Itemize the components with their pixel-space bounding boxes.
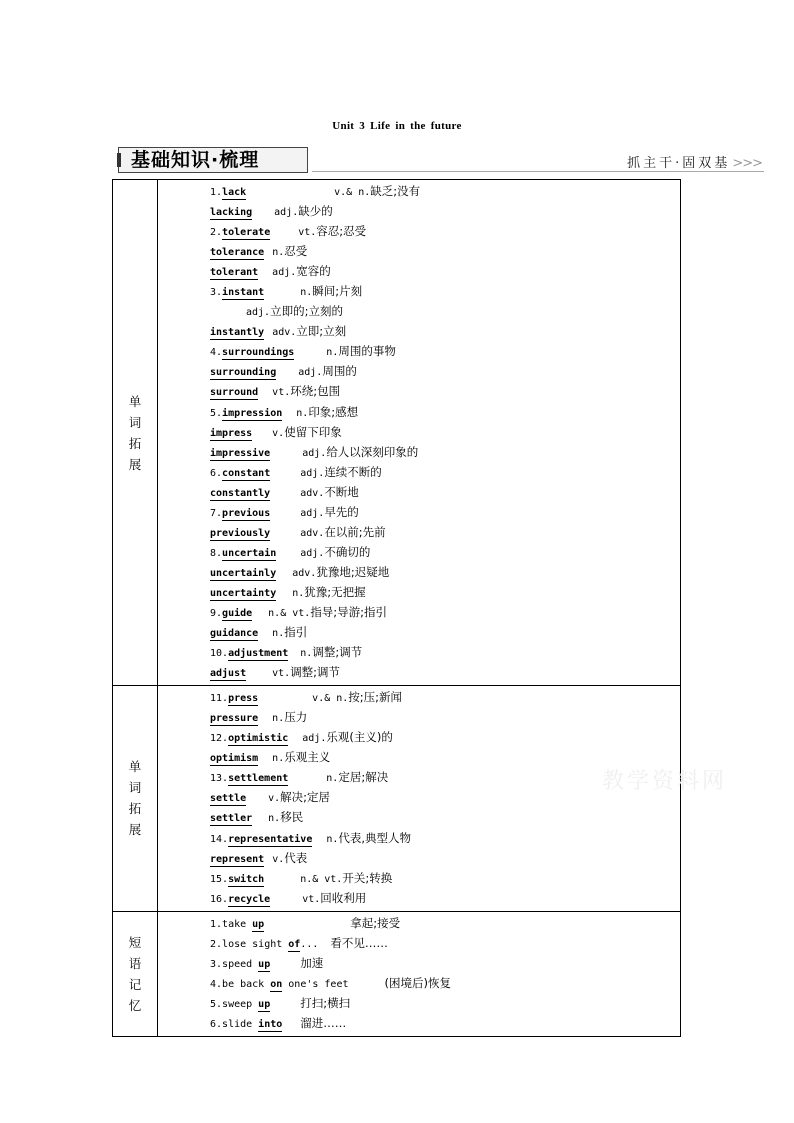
part-of-speech: n.& vt. (300, 873, 343, 885)
chinese-meaning: 立即;立刻 (296, 324, 347, 339)
entry-number: 1. (210, 187, 223, 198)
entry-line (210, 707, 680, 727)
banner-rule (312, 171, 764, 172)
part-of-speech: adj. (274, 207, 299, 219)
entry-line (210, 261, 680, 281)
category-char: 忆 (128, 997, 142, 1013)
part-of-speech: adj. (300, 547, 325, 559)
category-char: 单 (128, 393, 142, 409)
chinese-meaning: 打扫;横扫 (300, 995, 351, 1010)
entry-line (210, 321, 680, 341)
category-char: 展 (128, 822, 142, 838)
phrase-text: speed (222, 958, 259, 970)
entry-line (210, 913, 680, 933)
entry-number: 3. (210, 287, 223, 299)
answer-word: instantly (210, 327, 265, 339)
entry-number: 2. (210, 938, 223, 950)
entry-line (210, 582, 680, 602)
part-of-speech: adj. (302, 733, 327, 745)
answer-word: into (258, 1018, 283, 1030)
entry-number: 9. (210, 607, 223, 619)
answer-word: optimistic (228, 733, 289, 745)
answer-word: lacking (210, 207, 253, 219)
chinese-meaning: 按;压;新闻 (348, 690, 403, 705)
entry-number: 8. (210, 547, 223, 559)
answer-word: recycle (228, 893, 271, 905)
part-of-speech: n. (296, 407, 309, 419)
chinese-meaning: 乐观主义 (284, 750, 331, 765)
chinese-meaning: 解决;定居 (280, 790, 331, 805)
chinese-meaning: 周围的 (322, 364, 357, 379)
part-of-speech: v.& n. (312, 693, 349, 705)
answer-word: settlement (228, 773, 289, 785)
entry-line (210, 602, 680, 622)
vocabulary-table-body (113, 180, 681, 1037)
entry-number: 10. (210, 648, 229, 660)
entry-line (210, 502, 680, 522)
unit-title: Unit 3 Life in the future (332, 120, 462, 132)
part-of-speech: v. (272, 853, 285, 865)
answer-word: constant (222, 467, 271, 479)
part-of-speech: n.& vt. (268, 607, 311, 619)
entry-number: 4. (210, 978, 223, 990)
entry-line (210, 241, 680, 261)
banner-title-box (118, 147, 308, 173)
answer-word: surroundings (222, 347, 295, 359)
chinese-meaning: 代表 (284, 850, 308, 865)
part-of-speech: adv. (300, 527, 325, 539)
part-of-speech: n. (272, 247, 285, 259)
answer-word: pressure (210, 713, 259, 725)
chinese-meaning: 溜进…… (300, 1015, 347, 1030)
answer-word: adjustment (228, 648, 289, 660)
entry-line (210, 201, 680, 221)
part-of-speech: adv. (300, 487, 325, 499)
chevrons-right-icon: >>> (732, 156, 762, 171)
entry-line (210, 953, 680, 973)
chinese-meaning: 缺少的 (298, 204, 333, 219)
part-of-speech: adj. (272, 267, 297, 279)
entry-line (210, 727, 680, 747)
category-char: 语 (128, 955, 142, 971)
entry-line (210, 522, 680, 542)
section-content (158, 180, 681, 686)
part-of-speech: v. (272, 427, 285, 439)
part-of-speech: adj. (300, 467, 325, 479)
part-of-speech: adv. (292, 567, 317, 579)
entry-line (210, 622, 680, 642)
chinese-meaning: 印象;感想 (308, 404, 359, 419)
part-of-speech: n. (268, 813, 281, 825)
answer-word: guidance (210, 628, 259, 640)
entry-number: 1. (210, 918, 223, 930)
answer-word: settle (210, 793, 247, 805)
chinese-meaning: 周围的事物 (338, 344, 396, 359)
chinese-meaning: 加速 (300, 955, 324, 970)
answer-word: tolerance (210, 247, 265, 259)
answer-word: tolerate (222, 227, 271, 239)
answer-word: up (258, 998, 271, 1010)
part-of-speech: adj. (300, 507, 325, 519)
answer-word: optimism (210, 753, 259, 765)
entry-number: 6. (210, 467, 223, 479)
answer-word: uncertain (222, 547, 277, 559)
answer-word: uncertainty (210, 587, 277, 599)
section-category (113, 686, 158, 912)
vocabulary-table (112, 179, 681, 1037)
entry-number: 12. (210, 733, 229, 745)
section-category (113, 180, 158, 686)
chinese-meaning: 忍受 (284, 244, 308, 259)
entry-number: 16. (210, 893, 229, 905)
part-of-speech: adj. (298, 367, 323, 379)
answer-word: instant (222, 287, 265, 299)
entry-line (210, 482, 680, 502)
answer-word: press (228, 693, 259, 705)
part-of-speech: v. (268, 793, 281, 805)
banner-title: 基础知识·梳理 (131, 149, 260, 171)
entry-number: 2. (210, 227, 223, 239)
answer-word: up (252, 918, 265, 930)
part-of-speech: n. (292, 587, 305, 599)
answer-word: switch (228, 873, 265, 885)
entry-number: 15. (210, 873, 229, 885)
entry-line (210, 933, 680, 953)
part-of-speech: v.& n. (334, 187, 371, 198)
chinese-meaning: 压力 (284, 710, 308, 725)
chinese-meaning: 回收利用 (320, 890, 367, 905)
entry-line (210, 642, 680, 662)
category-char: 短 (128, 934, 142, 950)
category-char: 单 (128, 759, 142, 775)
phrase-text: lose sight (222, 938, 289, 950)
phrase-text: one's feet (282, 978, 349, 990)
entry-line (210, 807, 680, 827)
part-of-speech: n. (272, 713, 285, 725)
phrase-text: ... (300, 938, 319, 950)
entry-line (210, 442, 680, 462)
phrase-text: sweep (222, 998, 259, 1010)
chinese-meaning: 犹豫;无把握 (304, 584, 366, 599)
chinese-meaning: 瞬间;片刻 (312, 284, 363, 299)
entry-line (210, 402, 680, 422)
category-char: 词 (128, 414, 142, 430)
chinese-meaning: 容忍;忍受 (316, 224, 367, 239)
part-of-speech: n. (272, 753, 285, 765)
part-of-speech: adv. (272, 327, 297, 339)
entry-number: 4. (210, 347, 223, 359)
watermark: 教学资料网 (602, 769, 728, 794)
entry-line (210, 993, 680, 1013)
answer-word: guide (222, 607, 253, 619)
chinese-meaning: 早先的 (324, 504, 359, 519)
chinese-meaning: 乐观(主义)的 (326, 730, 393, 745)
part-of-speech: n. (326, 773, 339, 785)
answer-word: representative (228, 833, 313, 845)
answer-word: adjust (210, 668, 247, 680)
section-row (113, 686, 681, 912)
answer-word: impressive (210, 447, 271, 459)
entry-line (210, 221, 680, 241)
part-of-speech: adj. (246, 307, 271, 319)
chinese-meaning: 在以前;先前 (324, 524, 386, 539)
entry-line (210, 381, 680, 401)
section-category (113, 911, 158, 1036)
entry-line (210, 868, 680, 888)
answer-word: previously (210, 527, 271, 539)
part-of-speech: vt. (272, 668, 291, 680)
category-char: 拓 (128, 801, 142, 817)
chinese-meaning: 犹豫地;迟疑地 (316, 564, 390, 579)
answer-word: tolerant (210, 267, 259, 279)
chinese-meaning: 给人以深刻印象的 (326, 444, 419, 459)
chinese-meaning: 移民 (280, 810, 304, 825)
part-of-speech: n. (300, 648, 313, 660)
part-of-speech: vt. (272, 387, 291, 399)
part-of-speech: adj. (302, 447, 327, 459)
entry-number: 7. (210, 507, 223, 519)
chinese-meaning: 缺乏;没有 (370, 184, 421, 198)
answer-word: constantly (210, 487, 271, 499)
category-char: 词 (128, 780, 142, 796)
answer-word: lack (222, 187, 247, 198)
chinese-meaning: 使留下印象 (284, 424, 342, 439)
chinese-meaning: 指导;导游;指引 (310, 604, 388, 619)
entry-line (210, 662, 680, 682)
entry-line (210, 462, 680, 482)
part-of-speech: vt. (302, 893, 321, 905)
entry-number: 3. (210, 958, 223, 970)
chinese-meaning: 拿起;接受 (350, 915, 401, 930)
answer-word: impression (222, 407, 283, 419)
entry-line (210, 542, 680, 562)
section-banner (116, 146, 764, 174)
part-of-speech: n. (326, 347, 339, 359)
chinese-meaning: 不确切的 (324, 544, 371, 559)
section-content (158, 911, 681, 1036)
phrase-text: slide (222, 1018, 259, 1030)
answer-word: impress (210, 427, 253, 439)
entry-line (210, 562, 680, 582)
entry-line (210, 281, 680, 301)
banner-subtitle (627, 152, 762, 171)
chinese-meaning: 连续不断的 (324, 464, 382, 479)
chinese-meaning: 指引 (284, 625, 308, 640)
chinese-meaning: 代表,典型人物 (338, 830, 412, 845)
entry-line (210, 888, 680, 908)
section-row (113, 911, 681, 1036)
category-char: 展 (128, 456, 142, 472)
answer-word: of (288, 938, 301, 950)
section-row (113, 180, 681, 686)
answer-word: surrounding (210, 367, 277, 379)
part-of-speech: n. (272, 628, 285, 640)
entry-number: 6. (210, 1018, 223, 1030)
entry-number: 5. (210, 407, 223, 419)
entry-line (210, 422, 680, 442)
entry-line (210, 973, 680, 993)
chinese-meaning: (困境后)恢复 (384, 975, 451, 990)
answer-word: represent (210, 853, 265, 865)
chinese-meaning: 调整;调节 (312, 645, 363, 660)
answer-word: previous (222, 507, 271, 519)
entry-number: 11. (210, 693, 229, 705)
answer-word: settler (210, 813, 253, 825)
entry-line (210, 341, 680, 361)
entry-line (210, 848, 680, 868)
phrase-text: be back (222, 978, 271, 990)
chinese-meaning: 定居;解决 (338, 770, 389, 785)
chinese-meaning: 不断地 (324, 484, 359, 499)
entry-line (210, 687, 680, 707)
answer-word: on (270, 978, 283, 990)
part-of-speech: vt. (298, 227, 317, 239)
banner-subtitle-text: 抓主干·固双基 (627, 156, 731, 171)
chinese-meaning: 调整;调节 (290, 665, 341, 680)
entry-line (210, 828, 680, 848)
category-char: 记 (128, 976, 142, 992)
part-of-speech: n. (300, 287, 313, 299)
answer-word: surround (210, 387, 259, 399)
entry-line (210, 181, 680, 201)
chinese-meaning: 环绕;包围 (290, 384, 341, 399)
chinese-meaning: 开关;转换 (342, 870, 393, 885)
part-of-speech: n. (326, 833, 339, 845)
answer-word: up (258, 958, 271, 970)
entry-number: 13. (210, 773, 229, 785)
entry-number: 14. (210, 833, 229, 845)
category-char: 拓 (128, 435, 142, 451)
chinese-meaning: 看不见…… (330, 935, 388, 950)
answer-word: uncertainly (210, 567, 277, 579)
section-content (158, 686, 681, 912)
entry-line (210, 301, 680, 321)
chinese-meaning: 宽容的 (296, 264, 331, 279)
chinese-meaning: 立即的;立刻的 (270, 304, 343, 319)
phrase-text: take (222, 918, 253, 930)
entry-line (210, 1013, 680, 1033)
entry-number: 5. (210, 998, 223, 1010)
entry-line (210, 361, 680, 381)
